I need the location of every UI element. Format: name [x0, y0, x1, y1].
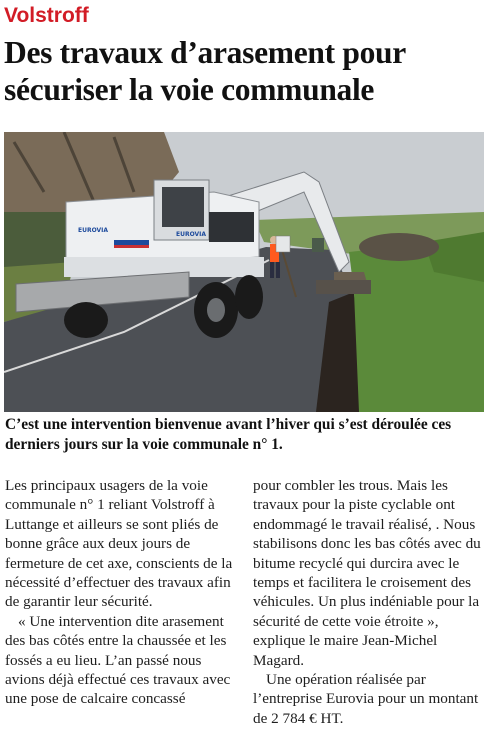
article-headline: Des travaux d’arasement pour sécuriser la voie communale: [4, 35, 406, 107]
photo-bush: [359, 233, 439, 261]
article-column-2: [253, 476, 489, 728]
photo-van: [276, 236, 290, 252]
article-paragraph: « Une intervention dite arasement des bas côtés entre la chaussée et les fossés a eu lieu. L’an passé nous avions déjà effectué ces travaux avec une pose de calcaire concassé: [5, 612, 231, 708]
photo-tractor: [312, 238, 324, 252]
photo-truck-brand: EUROVIA: [78, 227, 109, 234]
article-paragraph: Les principaux usagers de la voie communale n° 1 reliant Volstroff à Luttange et ailleurs se sont pliés de bonne grâce aux deux jours de fermeture de cet axe, conscients de la nécessité d’effectuer des travaux afin de garantir leur sécurité.: [5, 477, 233, 611]
article-paragraph: Une opération réalisée par l’entreprise Eurovia pour un montant de 2 784 € HT.: [253, 671, 479, 727]
article-column-1: [5, 476, 241, 709]
photo-truck-brand-2: EUROVIA: [176, 231, 207, 238]
article-paragraph: pour combler les trous. Mais les travaux pour la piste cyclable ont endommagé le travail réalisé, . Nous stabilisons donc les bas côtés avec du bitume recyclé qui durcira avec le temps et facilitera le croisement des véhicules. Un plus indéniable pour la sécurité de cette voie étroite », explique le maire Jean-Michel Magard.: [253, 477, 481, 669]
article-photo: [4, 132, 484, 412]
photo-caption: C’est une intervention bienvenue avant l’hiver qui s’est déroulée ces derniers jours sur la voie communale n° 1.: [5, 416, 452, 453]
kicker-location: Volstroff: [4, 4, 89, 27]
